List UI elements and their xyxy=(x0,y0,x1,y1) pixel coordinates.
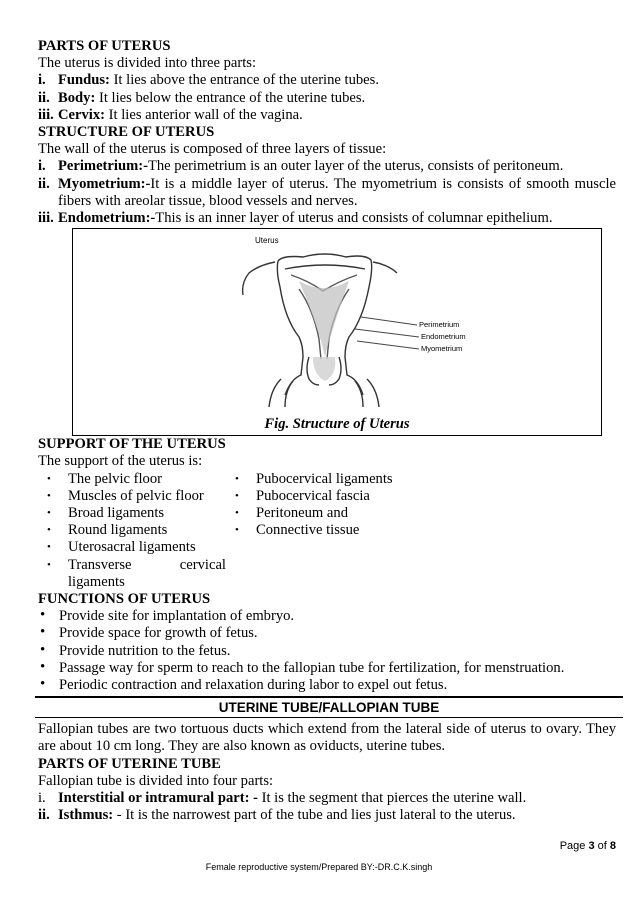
list-item: ii. Body: It lies below the entrance of the uterine tubes. xyxy=(38,89,366,106)
list-item: • Pubocervical fascia xyxy=(235,487,370,504)
uterus-diagram xyxy=(73,229,601,435)
list-item: iii. Cervix: It lies anterior wall of the vagina. xyxy=(38,106,303,123)
uterus-figure xyxy=(72,228,602,436)
footer-credit: Female reproductive system/Prepared BY:-DR.C.K.singh xyxy=(205,862,433,872)
structure-intro: The wall of the uterus is composed of three layers of tissue: xyxy=(38,141,387,158)
tube-paragraph: Fallopian tubes are two tortuous ducts which extend from the lateral side of uterus to ovary. They are about 10 cm long. They are also known as oviducts, uterine tubes. xyxy=(38,721,616,755)
list-item: i. Interstitial or intramural part: - It is the segment that pierces the uterine wall. xyxy=(38,790,527,807)
structure-heading: STRUCTURE OF UTERUS xyxy=(38,124,215,141)
figure-caption: Fig. Structure of Uterus xyxy=(264,416,410,433)
tube-parts-intro: Fallopian tube is divided into four parts: xyxy=(38,772,274,789)
list-item: • Peritoneum and xyxy=(235,505,349,522)
list-item: • Passage way for sperm to reach to the fallopian tube for fertilization, for menstruation. xyxy=(40,658,565,676)
list-item: i. Fundus: It lies above the entrance of the uterine tubes. xyxy=(38,72,379,89)
list-item: • Provide nutrition to the fetus. xyxy=(40,641,231,659)
list-item: ii. Myometrium:-It is a middle layer of uterus. The myometrium is consists of smooth muscle fibers with areolar tissue, blood vessels and nerves. xyxy=(38,175,616,209)
list-item: • Muscles of pelvic floor xyxy=(47,487,204,504)
parts-intro: The uterus is divided into three parts: xyxy=(38,55,257,72)
support-intro: The support of the uterus is: xyxy=(38,453,203,470)
support-heading: SUPPORT OF THE UTERUS xyxy=(38,436,226,453)
list-item: ii. Isthmus: - It is the narrowest part of the tube and lies just lateral to the uterus. xyxy=(38,807,516,824)
support-left-list xyxy=(38,471,226,591)
tube-parts-heading: PARTS OF UTERINE TUBE xyxy=(38,755,221,772)
list-item: • Pubocervical ligaments xyxy=(235,470,393,487)
parts-heading: PARTS OF UTERUS xyxy=(38,38,171,54)
list-item: i. Perimetrium:-The perimetrium is an outer layer of the uterus, consists of peritoneum. xyxy=(38,158,564,175)
section-banner: UTERINE TUBE/FALLOPIAN TUBE xyxy=(35,696,623,718)
list-item: • Transverse cervical ligaments xyxy=(47,556,226,590)
functions-heading: FUNCTIONS OF UTERUS xyxy=(38,591,211,608)
support-right-list xyxy=(226,471,406,591)
uterus-label: Uterus xyxy=(255,236,279,246)
list-item: • Connective tissue xyxy=(235,522,360,539)
list-item: iii. Endometrium:-This is an inner layer of uterus and consists of columnar epithelium. xyxy=(38,210,553,227)
list-item: • Periodic contraction and relaxation during labor to expel out fetus. xyxy=(40,676,448,694)
list-item: • Broad ligaments xyxy=(47,505,165,522)
perimetrium-label: Perimetrium xyxy=(419,320,460,330)
list-item: • Provide space for growth of fetus. xyxy=(40,624,258,642)
support-columns xyxy=(38,471,616,591)
list-item: • Round ligaments xyxy=(47,522,168,539)
list-item: • Uterosacral ligaments xyxy=(47,539,196,556)
document-page xyxy=(38,38,616,825)
page-number: Page 3 of 8 xyxy=(559,840,616,852)
myometrium-label: Myometrium xyxy=(421,344,463,354)
endometrium-label: Endometrium xyxy=(421,332,466,342)
list-item: • Provide site for implantation of embryo. xyxy=(40,607,295,625)
list-item: • The pelvic floor xyxy=(47,470,163,487)
